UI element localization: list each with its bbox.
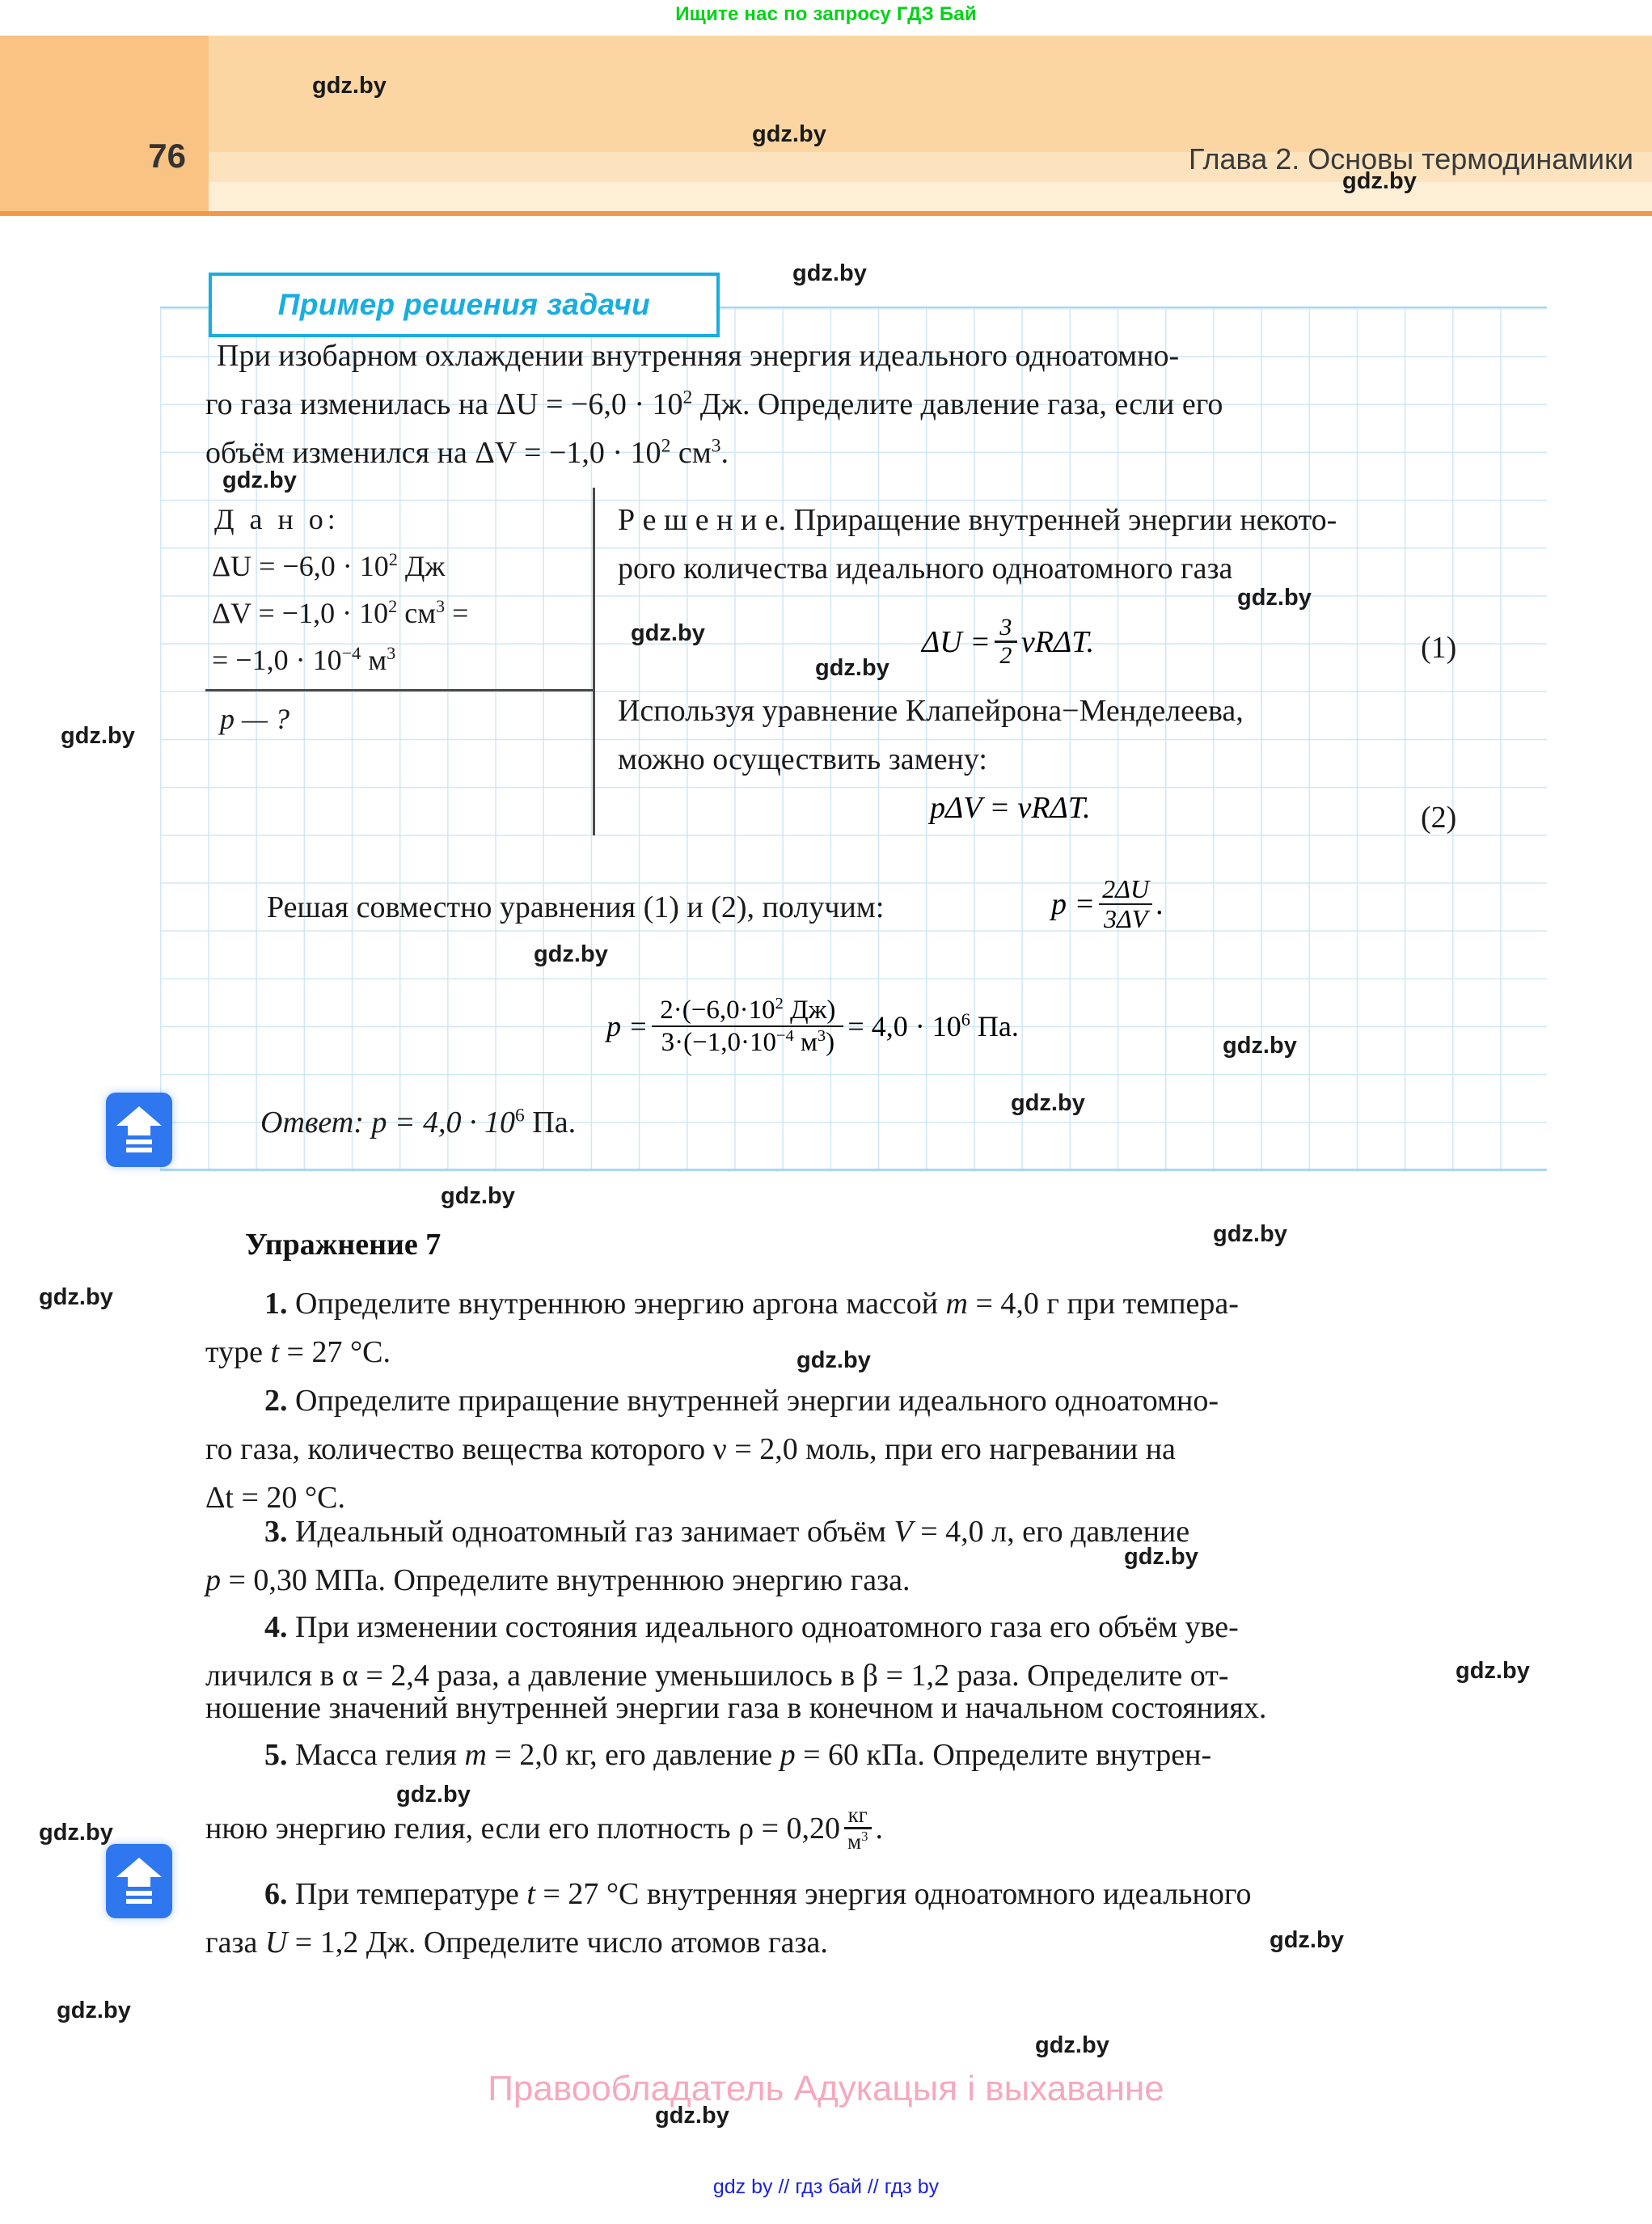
exercise-item-2-line-2: го газа, количество вещества которого ν = 2,0 моль, при его нагревании на	[205, 1432, 1176, 1466]
exercise-item-4-number: 4.	[264, 1610, 288, 1644]
gdz-watermark-23: gdz.by	[1035, 2032, 1109, 2058]
gdz-watermark-6: gdz.by	[1237, 585, 1312, 611]
gdz-watermark-24: gdz.by	[655, 2103, 729, 2129]
gdz-watermark-2: gdz.by	[752, 121, 826, 147]
given-row-2-mid: см	[397, 597, 437, 629]
up-arrow-bookmark-icon-2[interactable]	[106, 1844, 172, 1918]
search-prompt-banner: Ищите нас по запросу ГДЗ Бай	[675, 3, 977, 25]
density-unit-numerator: кг	[847, 1803, 868, 1827]
equation-2-number: (2)	[1421, 801, 1457, 835]
equation-3-end: .	[1156, 886, 1164, 921]
exercise-item-5-post: = 60 кПа. Определите внутрен-	[795, 1738, 1212, 1772]
equation-1-number: (1)	[1421, 631, 1457, 665]
equation-4-num-sup: 2	[775, 995, 784, 1013]
exercise-item-6-l2-post: = 1,2 Дж. Определите число атомов газа.	[287, 1926, 828, 1960]
equation-2: pΔV = νRΔT.	[930, 791, 1091, 825]
exercise-item-5-l2-pre: нюю энергию гелия, если его плотность ρ = 0,20	[205, 1811, 841, 1846]
exercise-item-4-line-1	[264, 1609, 1239, 1645]
exercise-item-3-l2-pre: p	[205, 1563, 221, 1597]
density-unit-fraction	[844, 1803, 871, 1854]
equation-4-numerator	[652, 995, 843, 1025]
given-row-3-sup2: 3	[387, 643, 396, 663]
exercise-item-1-line-1	[264, 1286, 1239, 1321]
exercise-item-1-post: = 4,0 г при темпера-	[967, 1287, 1239, 1321]
up-arrow-bookmark-icon[interactable]	[106, 1093, 172, 1167]
equation-4-rhs-pre: = 4,0 · 10	[847, 1009, 961, 1042]
gdz-watermark-12: gdz.by	[1011, 1090, 1085, 1116]
equation-4-denominator	[653, 1027, 843, 1058]
given-row-1-sup: 2	[388, 549, 398, 569]
solution-line-2: рого количества идеального одноатомного газа	[618, 552, 1233, 586]
exercise-item-5-line-1	[264, 1737, 1211, 1773]
exercise-item-5-var-p: p	[780, 1738, 796, 1772]
gdz-watermark-19: gdz.by	[396, 1782, 471, 1808]
gdz-watermark-22: gdz.by	[57, 1998, 131, 2023]
exercise-item-6-pre: При температуре	[287, 1877, 527, 1911]
given-unknown: p — ?	[220, 703, 290, 735]
given-row-3-sup: −4	[341, 643, 361, 663]
answer-post: Па.	[524, 1106, 577, 1139]
exercise-item-6-l2-var: U	[264, 1926, 288, 1960]
grid-bottom-rule	[160, 1169, 1547, 1171]
gdz-watermark-1: gdz.by	[312, 73, 387, 99]
exercise-item-4-l1: При изменении состояния идеального одноатомного газа его объём уве-	[287, 1610, 1239, 1644]
given-row-1-post: Дж	[397, 550, 446, 582]
exercise-item-3-number: 3.	[264, 1515, 288, 1549]
equation-4	[606, 995, 1019, 1058]
density-unit-denominator	[844, 1829, 871, 1854]
gdz-watermark-11: gdz.by	[1223, 1033, 1297, 1059]
equation-1	[922, 615, 1094, 669]
exercise-item-6-number: 6.	[264, 1877, 288, 1911]
gdz-watermark-20: gdz.by	[39, 1820, 113, 1846]
gdz-watermark-17: gdz.by	[1124, 1544, 1198, 1570]
exercise-item-6-line-1	[264, 1876, 1251, 1912]
given-row-2-sup2: 3	[436, 596, 446, 616]
exercise-item-6-post: = 27 °C внутренняя энергия одноатомного идеального	[534, 1877, 1252, 1911]
gdz-watermark-21: gdz.by	[1270, 1927, 1344, 1953]
exercise-item-3-line-2	[205, 1562, 910, 1598]
equation-4-den-pre: 3·(−1,0·10	[661, 1028, 776, 1058]
example-label-box	[209, 273, 720, 337]
equation-1-numerator: 3	[999, 614, 1012, 641]
exercise-item-1-var: m	[945, 1287, 968, 1321]
equation-1-lhs: ΔU =	[922, 624, 991, 659]
exercise-item-3-var: V	[894, 1515, 913, 1549]
exercise-item-4-line-3: ношение значений внутренней энергии газа в конечном и начальном состояниях.	[205, 1691, 1267, 1725]
density-unit-den-pre: м	[847, 1829, 862, 1854]
exercise-item-5-number: 5.	[264, 1738, 288, 1772]
exercise-title: Упражнение 7	[245, 1228, 442, 1262]
exercise-item-1-l2-post: = 27 °C.	[279, 1335, 391, 1369]
problem-line-3	[205, 435, 729, 471]
given-row-1-pre: ΔU = −6,0 · 10	[212, 550, 389, 582]
exercise-item-2-l1: Определите приращение внутренней энергии идеального одноатомно-	[287, 1384, 1219, 1418]
density-unit-den-sup: 3	[861, 1828, 868, 1844]
exercise-item-1-pre: Определите внутреннюю энергию аргона массой	[287, 1287, 946, 1321]
footer-links: gdz by // гдз бай // гдз by	[712, 2175, 940, 2198]
given-title: Д а н о:	[214, 503, 340, 535]
equation-4-den-sup: −4	[775, 1027, 794, 1046]
equation-3-lhs: p =	[1051, 886, 1096, 921]
equation-3	[1051, 875, 1164, 933]
gdz-watermark-18: gdz.by	[1456, 1658, 1530, 1684]
given-row-3-pre: = −1,0 · 10	[212, 644, 342, 676]
exercise-item-6-line-2	[205, 1925, 828, 1960]
equation-4-fraction	[652, 995, 843, 1058]
equation-4-rhs-sup: 6	[961, 1008, 970, 1030]
equation-4-den-mid: м	[793, 1028, 818, 1058]
given-row-1	[212, 549, 445, 583]
problem-line-2	[205, 387, 1223, 422]
solution-line-1: Р е ш е н и е. Приращение внутренней энергии некото-	[618, 503, 1337, 537]
chapter-title: Глава 2. Основы термодинамики	[1188, 142, 1633, 175]
exercise-item-4-line-2: личился в α = 2,4 раза, а давление уменьшилось в β = 1,2 раза. Определите от-	[205, 1659, 1229, 1693]
example-label-text: Пример решения задачи	[277, 288, 651, 321]
answer-line	[260, 1105, 576, 1140]
exercise-item-3-pre: Идеальный одноатомный газ занимает объём	[287, 1515, 894, 1549]
problem-line-3-post: см	[670, 436, 712, 470]
exercise-item-2-line-3: Δt = 20 °C.	[205, 1481, 345, 1515]
equation-3-numerator: 2ΔU	[1102, 874, 1150, 903]
equation-1-fraction	[995, 615, 1017, 669]
equation-1-denominator: 2	[999, 641, 1012, 669]
exercise-item-2-line-1	[264, 1383, 1219, 1419]
equation-4-den-post: )	[826, 1028, 835, 1058]
given-row-2-end: =	[445, 597, 469, 629]
exercise-item-5-line-2	[205, 1803, 883, 1854]
given-row-2-sup: 2	[388, 596, 398, 616]
exercise-item-5-pre: Масса гелия	[287, 1738, 465, 1772]
gdz-watermark-8: gdz.by	[815, 655, 889, 681]
page-number: 76	[148, 137, 186, 175]
exercise-item-6-var: t	[526, 1877, 535, 1911]
solution-line-4: можно осуществить замену:	[618, 742, 987, 776]
equation-3-fraction	[1099, 875, 1152, 933]
exercise-item-1-line-2	[205, 1334, 391, 1370]
given-row-2	[212, 596, 468, 630]
given-horizontal-rule	[205, 689, 594, 691]
given-row-2-pre: ΔV = −1,0 · 10	[212, 597, 389, 629]
given-row-3-mid: м	[361, 644, 387, 676]
given-divider	[593, 488, 595, 835]
given-row-3	[212, 643, 395, 677]
exercise-item-3-l2-post: = 0,30 МПа. Определите внутреннюю энергию газа.	[221, 1563, 911, 1597]
gdz-watermark-10: gdz.by	[534, 941, 608, 967]
header-rule	[0, 211, 1652, 216]
gdz-watermark-7: gdz.by	[631, 620, 705, 646]
page-number-tab	[0, 36, 209, 211]
gdz-watermark-3: gdz.by	[1342, 168, 1417, 194]
answer-pre: p = 4,0 · 10	[363, 1106, 515, 1139]
equation-4-lhs: p =	[606, 1009, 649, 1042]
exercise-item-2-number: 2.	[264, 1384, 288, 1418]
answer-label: Ответ:	[260, 1106, 364, 1139]
equation-4-rhs-post: Па.	[970, 1009, 1019, 1042]
gdz-watermark-14: gdz.by	[1213, 1221, 1287, 1247]
exercise-item-6-l2-pre: газа	[205, 1926, 265, 1960]
gdz-watermark-15: gdz.by	[39, 1284, 113, 1310]
equation-3-denominator: 3ΔV	[1103, 904, 1148, 934]
equation-4-den-sup2: 3	[817, 1027, 826, 1046]
problem-line-3-sup: 2	[661, 435, 671, 457]
gdz-watermark-13: gdz.by	[441, 1183, 515, 1209]
equation-1-rhs: νRΔT.	[1020, 624, 1095, 659]
exercise-item-3-line-1	[264, 1514, 1189, 1550]
copyright-watermark: Правообладатель Адукацыя i выхаванне	[488, 2069, 1164, 2108]
gdz-watermark-9: gdz.by	[61, 723, 135, 749]
problem-line-2-sup: 2	[682, 387, 693, 408]
problem-line-2-pre: го газа изменилась на ΔU = −6,0 · 10	[205, 387, 683, 421]
solution-line-3: Используя уравнение Клапейрона−Менделеева,	[618, 694, 1244, 728]
equation-4-rhs	[847, 1009, 1018, 1043]
gdz-watermark-16: gdz.by	[796, 1347, 871, 1373]
problem-line-2-post: Дж. Определите давление газа, если его	[692, 387, 1223, 421]
exercise-item-5-var-m: m	[464, 1738, 487, 1772]
exercise-item-3-post: = 4,0 л, его давление	[912, 1515, 1190, 1549]
gdz-watermark-5: gdz.by	[222, 467, 297, 493]
exercise-item-5-mid: = 2,0 кг, его давление	[486, 1738, 780, 1772]
equation-4-num-pre: 2·(−6,0·10	[660, 996, 775, 1025]
gdz-watermark-4: gdz.by	[792, 260, 867, 286]
problem-line-3-pre: объём изменился на ΔV = −1,0 · 10	[205, 436, 661, 470]
exercise-item-1-number: 1.	[264, 1287, 288, 1321]
answer-sup: 6	[515, 1105, 525, 1127]
exercise-item-1-l2-pre: туре	[205, 1335, 271, 1369]
equation-4-num-post: Дж)	[783, 996, 836, 1025]
exercise-item-1-l2-var: t	[270, 1335, 280, 1369]
problem-line-3-end: .	[720, 436, 729, 470]
problem-line-1: При изобарном охлаждении внутренняя энергия идеального одноатомно-	[217, 339, 1180, 373]
solution-line-5: Решая совместно уравнения (1) и (2), получим:	[267, 890, 885, 924]
problem-line-3-sup2: 3	[711, 435, 721, 457]
exercise-item-5-l2-post: .	[875, 1811, 883, 1846]
